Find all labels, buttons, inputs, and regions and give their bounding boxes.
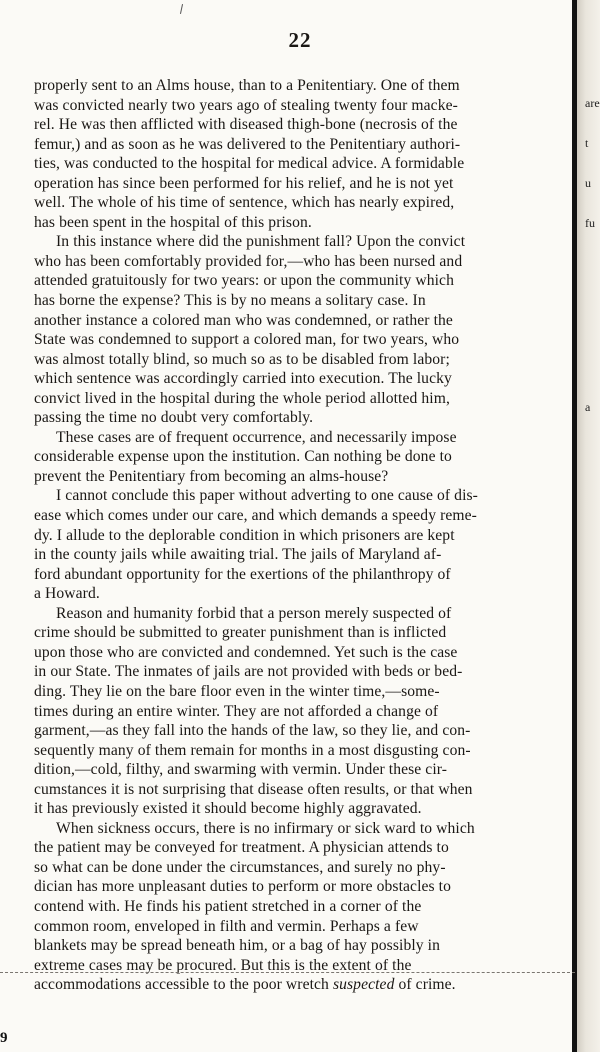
text-line-content: I cannot conclude this paper without adverting to one cause of dis- (56, 487, 478, 505)
text-line-content: femur,) and as soon as he was delivered to the Penitentiary authori- (34, 135, 461, 153)
text-line (34, 193, 564, 213)
text-line-content: times during an entire winter. They are not afforded a change of (34, 702, 439, 720)
pencil-mark (180, 4, 183, 14)
text-line (34, 76, 564, 96)
text-line-content: dy. I allude to the deplorable condition in which prisoners are kept (34, 526, 455, 544)
text-line-content: rel. He was then afflicted with diseased thigh-bone (necrosis of the (34, 116, 458, 134)
text-line-content: Reason and humanity forbid that a person merely suspected of (56, 604, 452, 622)
text-line (34, 623, 564, 643)
text-line-content: cumstances it is not surprising that disease often results, or that when (34, 780, 473, 798)
text-line (34, 682, 564, 702)
text-line-content: has borne the expense? This is by no means a solitary case. In (34, 292, 426, 310)
text-line (34, 838, 564, 858)
text-line-content: ding. They lie on the bare floor even in the winter time,—some- (34, 682, 440, 700)
margin-fragment: fu (585, 216, 595, 230)
text-line-content: convict lived in the hospital during the whole period allotted him, (34, 389, 450, 407)
text-line (34, 232, 564, 252)
text-line-content: crime should be submitted to greater punishment than is inflicted (34, 624, 447, 642)
text-line-content: dition,—cold, filthy, and swarming with vermin. Under these cir- (34, 761, 448, 779)
text-line-content: blankets may be spread beneath him, or a bag of hay possibly in (34, 937, 441, 955)
text-line (34, 741, 564, 761)
text-line-content: These cases are of frequent occurrence, and necessarily impose (56, 428, 457, 446)
text-line (34, 565, 564, 585)
text-line-content: ford abundant opportunity for the exertions of the philanthropy of (34, 565, 451, 583)
text-line (34, 330, 564, 350)
text-line (34, 702, 564, 722)
text-line-content: so what can be done under the circumstances, and surely no phy- (34, 858, 446, 876)
text-line (34, 408, 564, 428)
text-line-content: garment,—as they fall into the hands of the law, so they lie, and con- (34, 722, 471, 740)
body-text (34, 76, 564, 995)
text-line (34, 447, 564, 467)
text-line (34, 115, 564, 135)
text-line-content: in our State. The inmates of jails are not provided with beds or bed- (34, 663, 463, 681)
text-line-content: ease which comes under our care, and which demands a speedy reme- (34, 507, 477, 525)
text-line (34, 271, 564, 291)
text-line (34, 877, 564, 897)
text-line (34, 584, 564, 604)
text-line-content: In this instance where did the punishment fall? Upon the convict (56, 233, 466, 251)
text-line (34, 389, 564, 409)
text-line (34, 252, 564, 272)
text-line (34, 467, 564, 487)
text-line (34, 154, 564, 174)
text-line (34, 662, 564, 682)
text-line-content: common room, enveloped in filth and vermin. Perhaps a few (34, 917, 419, 935)
text-line-content: which sentence was accordingly carried into execution. The lucky (34, 370, 452, 388)
text-line (34, 545, 564, 565)
text-line (34, 174, 564, 194)
text-line (34, 917, 564, 937)
fold-line (0, 972, 575, 973)
corner-mark: 9 (0, 1030, 8, 1046)
text-line (34, 486, 564, 506)
margin-fragment: u (585, 176, 591, 190)
text-line-content: the patient may be conveyed for treatment. A physician attends to (34, 839, 449, 857)
text-line-content: operation has since been performed for his relief, and he is not yet (34, 174, 454, 192)
text-line (34, 506, 564, 526)
text-line (34, 135, 564, 155)
text-line (34, 291, 564, 311)
text-line-content: it has previously existed it should become highly aggravated. (34, 800, 422, 818)
text-line-content: dician has more unpleasant duties to perform or more obstacles to (34, 878, 452, 896)
text-line (34, 604, 564, 624)
text-line-content: ties, was conducted to the hospital for medical advice. A formidable (34, 155, 465, 173)
text-line (34, 936, 564, 956)
text-line-content: a Howard. (34, 585, 100, 603)
text-line-content: sequently many of them remain for months in a most disgusting con- (34, 741, 471, 759)
text-line (34, 760, 564, 780)
margin-fragment: t (585, 136, 589, 150)
text-line-content: extreme cases may be procured. But this is the extent of the (34, 956, 412, 974)
text-line (34, 721, 564, 741)
text-line-content: was almost totally blind, so much so as to be disabled from labor; (34, 350, 450, 368)
text-line-content: considerable expense upon the institution. Can nothing be done to (34, 448, 452, 466)
text-line-content: When sickness occurs, there is no infirmary or sick ward to which (56, 819, 475, 837)
text-line-tail: of crime. (394, 976, 456, 994)
text-line (34, 643, 564, 663)
text-line-content: in the county jails while awaiting trial. The jails of Maryland af- (34, 546, 442, 564)
text-line (34, 799, 564, 819)
page-number: 22 (288, 28, 312, 52)
text-line (34, 526, 564, 546)
text-line (34, 780, 564, 800)
text-line (34, 311, 564, 331)
text-line-content: upon those who are convicted and condemned. Yet such is the case (34, 643, 458, 661)
binding-edge (572, 0, 577, 1052)
text-line-content: was convicted nearly two years ago of stealing twenty four macke- (34, 96, 458, 114)
text-line-content: contend with. He finds his patient stretched in a corner of the (34, 897, 422, 915)
text-line (34, 858, 564, 878)
facing-page-fragments (585, 96, 600, 424)
text-line-content: attended gratuitously for two years: or upon the community which (34, 272, 454, 290)
text-line-content: prevent the Penitentiary from becoming an alms-house? (34, 467, 389, 485)
text-line-content: passing the time no doubt very comfortably. (34, 409, 314, 427)
text-line (34, 96, 564, 116)
text-line-content: has been spent in the hospital of this prison. (34, 213, 312, 231)
text-line-content: well. The whole of his time of sentence, which has nearly expired, (34, 194, 455, 212)
text-line-content: properly sent to an Alms house, than to a Penitentiary. One of them (34, 77, 460, 94)
text-line (34, 819, 564, 839)
text-line-content: another instance a colored man who was condemned, or rather the (34, 311, 453, 329)
margin-fragment: a (585, 400, 591, 414)
text-line (34, 213, 564, 233)
text-line (34, 428, 564, 448)
text-line (34, 350, 564, 370)
text-line-content: State was condemned to support a colored man, for two years, who (34, 331, 460, 349)
text-line-content: accommodations accessible to the poor wretch (34, 976, 329, 994)
italic-word: suspected (332, 976, 395, 994)
text-line (34, 897, 564, 917)
text-line-content: who has been comfortably provided for,—who has been nursed and (34, 252, 463, 270)
margin-fragment: are (585, 96, 600, 110)
text-line (34, 975, 564, 995)
text-line (34, 369, 564, 389)
